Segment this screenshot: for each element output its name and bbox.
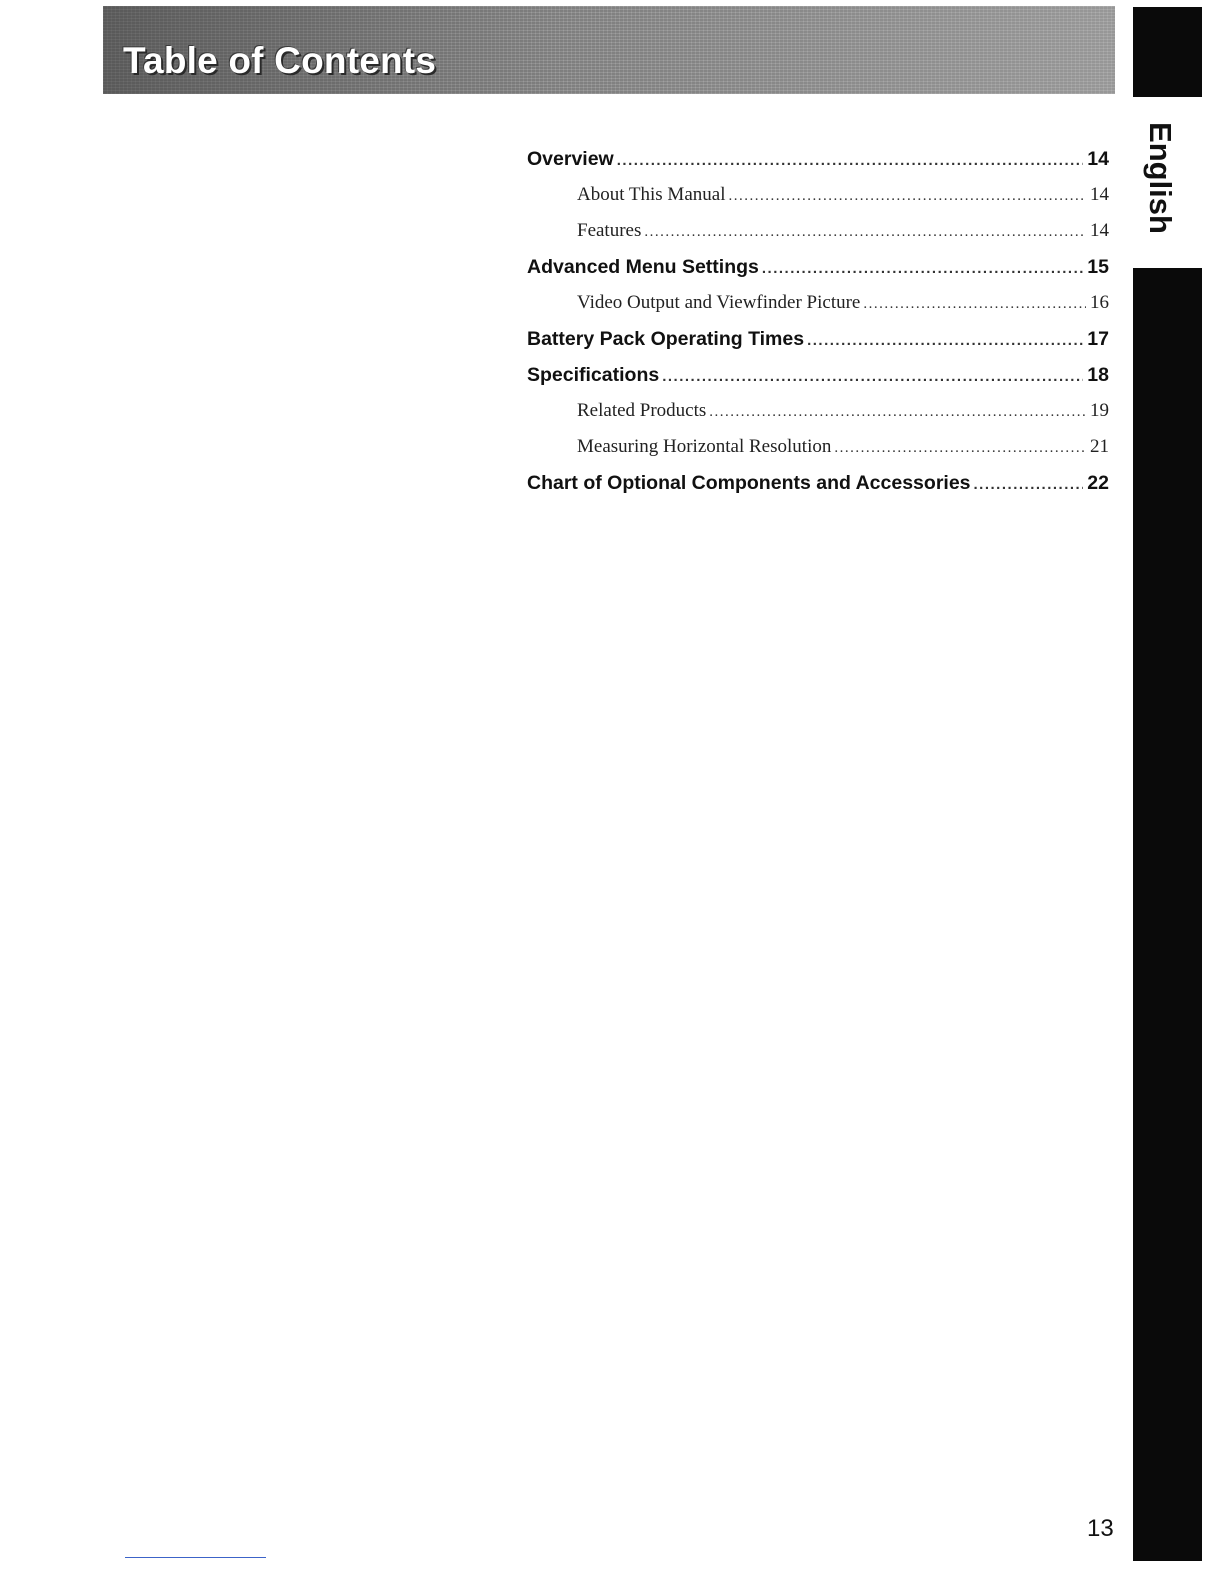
toc-entry-label: Advanced Menu Settings <box>527 256 759 278</box>
dot-leader <box>974 476 1084 493</box>
toc-entry-label: Overview <box>527 148 614 170</box>
toc-entry-page: 14 <box>1087 148 1109 170</box>
toc-entry-specifications[interactable] <box>527 364 1109 400</box>
footer-rule <box>125 1557 266 1558</box>
toc-entry-chart-of-optional-components[interactable] <box>527 472 1109 508</box>
thumb-tab-bar <box>1133 268 1202 1561</box>
toc-entry-page: 22 <box>1087 472 1109 494</box>
dot-leader <box>834 440 1086 457</box>
toc-entry-page: 15 <box>1087 256 1109 278</box>
dot-leader <box>709 404 1086 421</box>
toc-entry-overview[interactable] <box>527 148 1109 184</box>
dot-leader <box>762 260 1083 277</box>
toc-entry-label: Specifications <box>527 364 660 386</box>
toc-entry-page: 14 <box>1090 184 1109 205</box>
toc-entry-measuring-resolution[interactable] <box>527 436 1109 472</box>
toc-entry-label: Related Products <box>577 400 707 421</box>
toc-entry-related-products[interactable] <box>527 400 1109 436</box>
dot-leader <box>863 296 1086 313</box>
toc-entry-label: About This Manual <box>577 184 726 205</box>
page-title: Table of Contents <box>123 40 437 81</box>
dot-leader <box>662 368 1083 385</box>
toc-entry-about-this-manual[interactable] <box>527 184 1109 220</box>
toc-entry-page: 14 <box>1090 220 1109 241</box>
title-banner <box>103 6 1115 94</box>
toc-entry-page: 18 <box>1087 364 1109 386</box>
toc-entry-label: Chart of Optional Components and Accessories <box>527 472 971 494</box>
toc-entry-page: 19 <box>1090 400 1109 421</box>
toc-entry-advanced-menu-settings[interactable] <box>527 256 1109 292</box>
toc-entry-label: Battery Pack Operating Times <box>527 328 805 350</box>
toc-entry-features[interactable] <box>527 220 1109 256</box>
thumb-tab-top <box>1133 7 1202 97</box>
dot-leader <box>617 152 1084 169</box>
toc-entry-video-output[interactable] <box>527 292 1109 328</box>
toc-entry-page: 16 <box>1090 292 1109 313</box>
dot-leader <box>644 224 1086 241</box>
language-tab-label: English <box>1143 122 1178 234</box>
toc-entry-label: Measuring Horizontal Resolution <box>577 436 832 457</box>
toc-entry-label: Video Output and Viewfinder Picture <box>577 292 861 313</box>
dot-leader <box>728 188 1086 205</box>
toc-entry-label: Features <box>577 220 642 241</box>
page-number: 13 <box>1087 1515 1114 1542</box>
toc-entry-battery-pack[interactable] <box>527 328 1109 364</box>
dot-leader <box>807 332 1083 349</box>
toc-entry-page: 17 <box>1087 328 1109 350</box>
toc-entry-page: 21 <box>1090 436 1109 457</box>
table-of-contents <box>527 148 1109 508</box>
